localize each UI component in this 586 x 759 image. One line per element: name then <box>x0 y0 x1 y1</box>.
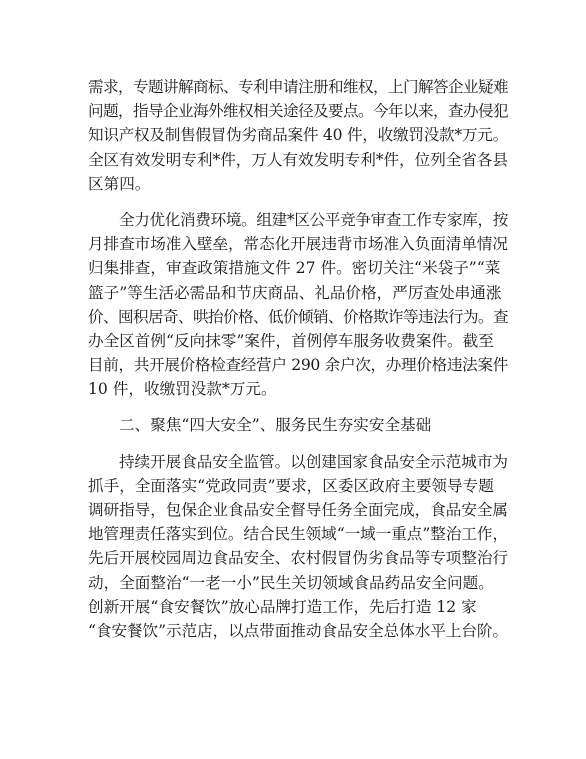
text-line: 先后开展校园周边食品安全、农村假冒伪劣食品等专项整治行 <box>88 549 508 568</box>
paragraph-ip-protection <box>88 75 508 196</box>
text-line: 知识产权及制售假冒伪劣商品案件 40 件，收缴罚没款*万元。 <box>88 126 508 145</box>
text-line: 目前，共开展价格检查经营户 290 余户次，办理价格违法案件 <box>88 356 508 375</box>
text-line: 全力优化消费环境。组建*区公平竞争审查工作专家库，按 <box>119 210 508 229</box>
paragraph-spacer <box>88 438 508 450</box>
text-line: 地管理责任落实到位。结合民生领域“一域一重点”整治工作， <box>88 525 508 544</box>
paragraph-spacer <box>88 196 508 208</box>
document-body <box>88 75 508 643</box>
paragraph-food-safety <box>88 450 508 644</box>
paragraph-spacer <box>88 401 508 413</box>
text-line: 区第四。 <box>88 174 151 193</box>
text-line: 篮子”等生活必需品和节庆商品、礼品价格，严厉查处串通涨 <box>88 283 502 302</box>
text-line: 全区有效发明专利*件，万人有效发明专利*件，位列全省各县 <box>88 150 508 169</box>
text-line: 问题，指导企业海外维权相关途径及要点。今年以来，查办侵犯 <box>88 102 508 121</box>
text-line: 月排查市场准入壁垒，常态化开展违背市场准入负面清单情况 <box>88 235 508 254</box>
section-heading: 二、聚焦“四大安全”、服务民生夯实安全基础 <box>119 416 432 435</box>
text-line: 10 件，收缴罚没款*万元。 <box>88 380 277 399</box>
text-line: “食安餐饮”示范店，以点带面推动食品安全总体水平上台阶。 <box>88 621 508 640</box>
text-line: 创新开展“食安餐饮”放心品牌打造工作，先后打造 12 家 <box>88 597 477 616</box>
text-line: 办全区首例“反向抹零”案件，首例停车服务收费案件。截至 <box>88 331 494 350</box>
paragraph-consumer-environment <box>88 208 508 402</box>
text-line: 归集排查，审查政策措施文件 27 件。密切关注“米袋子”“菜 <box>88 259 501 278</box>
text-line: 动，全面整治“一老一小”民生关切领域食品药品安全问题。 <box>88 573 494 592</box>
text-line: 价、囤积居奇、哄抬价格、低价倾销、价格欺诈等违法行为。查 <box>88 307 508 326</box>
text-line: 抓手，全面落实“党政同责”要求，区委区政府主要领导专题 <box>88 476 494 495</box>
text-line: 持续开展食品安全监管。以创建国家食品安全示范城市为 <box>119 452 508 471</box>
text-line: 调研指导，包保企业食品安全督导任务全面完成，食品安全属 <box>88 501 508 519</box>
text-line: 需求，专题讲解商标、专利申请注册和维权，上门解答企业疑难 <box>88 78 508 96</box>
